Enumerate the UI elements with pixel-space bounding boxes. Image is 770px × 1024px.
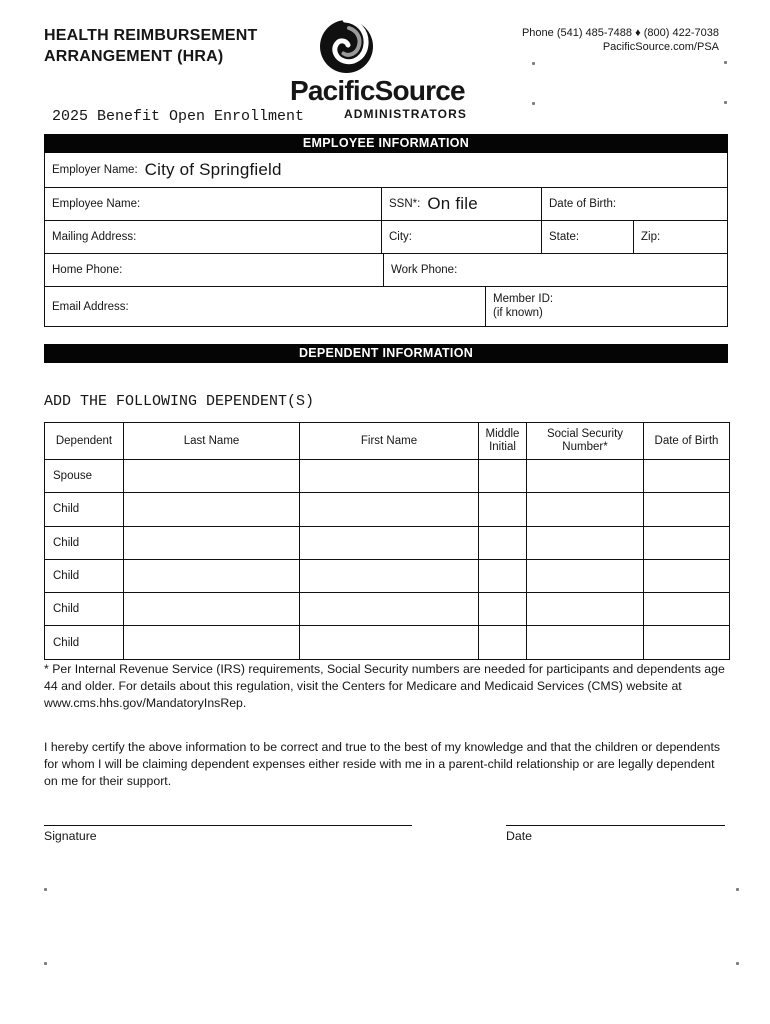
- city-label: City:: [389, 231, 412, 243]
- ssn-footnote: * Per Internal Revenue Service (IRS) requirements, Social Security numbers are needed for participants and dependents age 44 and older. For details about this regulation, visit the Centers for Medicare and Medicaid Services (CMS) website at www.cms.hhs.gov/MandatoryInsRep.: [44, 662, 725, 711]
- col-dependent: Dependent: [55, 434, 113, 447]
- first-name-cell[interactable]: [299, 493, 478, 525]
- website-url: PacificSource.com/PSA: [602, 41, 719, 53]
- ssn-cell[interactable]: [526, 493, 643, 525]
- dob-cell[interactable]: [643, 560, 729, 592]
- middle-initial-cell[interactable]: [478, 527, 526, 559]
- registration-dot: [736, 888, 739, 891]
- employee-name-field[interactable]: [45, 188, 381, 220]
- table-row-child-5: [45, 625, 729, 658]
- registration-dot: [44, 888, 47, 891]
- row-label: Child: [53, 536, 80, 549]
- dependents-table-header: [45, 423, 729, 459]
- ssn-label: SSN*:: [389, 198, 421, 210]
- employer-name-field[interactable]: [45, 153, 727, 187]
- dob-cell[interactable]: [643, 527, 729, 559]
- employer-name-label: Employer Name:: [52, 164, 138, 176]
- state-field[interactable]: [541, 221, 633, 253]
- form-title: [44, 25, 257, 67]
- registration-dot: [736, 962, 739, 965]
- first-name-cell[interactable]: [299, 460, 478, 492]
- table-row-spouse: [45, 459, 729, 492]
- employee-name-row: [45, 187, 727, 220]
- registration-dot: [724, 101, 727, 104]
- work-phone-field[interactable]: [383, 254, 727, 286]
- dob-cell[interactable]: [643, 593, 729, 625]
- ssn-cell[interactable]: [526, 460, 643, 492]
- row-label: Child: [53, 570, 80, 583]
- middle-initial-cell[interactable]: [478, 593, 526, 625]
- last-name-cell[interactable]: [123, 460, 299, 492]
- dependent-section-header: DEPENDENT INFORMATION: [44, 344, 728, 363]
- col-middle-initial: Middle Initial: [478, 423, 526, 459]
- first-name-cell[interactable]: [299, 593, 478, 625]
- last-name-cell[interactable]: [123, 593, 299, 625]
- last-name-cell[interactable]: [123, 527, 299, 559]
- ssn-cell[interactable]: [526, 626, 643, 658]
- ssn-field[interactable]: [381, 188, 541, 220]
- row-label: Child: [53, 603, 80, 616]
- member-id-label: Member ID:: [493, 293, 554, 305]
- enrollment-note: 2025 Benefit Open Enrollment: [52, 108, 305, 125]
- dob-label: Date of Birth:: [549, 198, 617, 210]
- phone-numbers: Phone (541) 485-7488 ♦ (800) 422-7038: [521, 27, 719, 39]
- ssn-value: On file: [427, 194, 478, 213]
- last-name-cell[interactable]: [123, 560, 299, 592]
- last-name-cell[interactable]: [123, 626, 299, 658]
- date-label: Date: [506, 829, 532, 843]
- row-label: Child: [53, 636, 80, 649]
- mailing-address-label: Mailing Address:: [52, 231, 137, 243]
- middle-initial-cell[interactable]: [478, 493, 526, 525]
- middle-initial-cell[interactable]: [478, 460, 526, 492]
- form-title-line1: HEALTH REIMBURSEMENT: [44, 27, 258, 44]
- email-row: [45, 286, 727, 326]
- swirl-icon: [318, 18, 375, 75]
- mailing-address-field[interactable]: [45, 221, 381, 253]
- middle-initial-cell[interactable]: [478, 626, 526, 658]
- registration-dot: [44, 962, 47, 965]
- member-id-note: (if known): [493, 307, 543, 319]
- home-phone-label: Home Phone:: [52, 264, 123, 276]
- col-ssn: Social Security Number*: [526, 423, 643, 459]
- dob-field[interactable]: [541, 188, 727, 220]
- col-dob: Date of Birth: [643, 423, 729, 459]
- registration-dot: [532, 102, 535, 105]
- form-title-line2: ARRANGEMENT (HRA): [44, 48, 224, 65]
- email-label: Email Address:: [52, 300, 129, 313]
- state-label: State:: [549, 231, 580, 243]
- col-first-name: First Name: [299, 423, 478, 459]
- phone-row: [45, 253, 727, 286]
- home-phone-field[interactable]: [45, 254, 383, 286]
- brand-subtitle: ADMINISTRATORS: [344, 107, 467, 121]
- dob-cell[interactable]: [643, 493, 729, 525]
- first-name-cell[interactable]: [299, 560, 478, 592]
- table-row-child-3: [45, 559, 729, 592]
- dob-cell[interactable]: [643, 460, 729, 492]
- registration-dot: [532, 62, 535, 65]
- add-dependents-instruction: ADD THE FOLLOWING DEPENDENT(S): [44, 393, 315, 410]
- work-phone-label: Work Phone:: [391, 264, 458, 276]
- employer-name-row: [45, 153, 727, 187]
- brand-wordmark: PacificSource: [290, 75, 465, 106]
- dob-cell[interactable]: [643, 626, 729, 658]
- last-name-cell[interactable]: [123, 493, 299, 525]
- signature-line[interactable]: [44, 825, 412, 826]
- contact-info: [522, 26, 719, 54]
- employee-section-header: EMPLOYEE INFORMATION: [44, 134, 728, 153]
- row-label: Child: [53, 503, 80, 516]
- dependents-table: [44, 422, 730, 660]
- table-row-child-1: [45, 492, 729, 525]
- zip-field[interactable]: [633, 221, 727, 253]
- employee-name-label: Employee Name:: [52, 198, 141, 210]
- email-field[interactable]: [45, 287, 485, 326]
- address-row: [45, 220, 727, 253]
- ssn-cell[interactable]: [526, 527, 643, 559]
- registration-dot: [724, 61, 727, 64]
- certification-statement: I hereby certify the above information to be correct and true to the best of my knowledge and that the children or dependents for whom I will be claiming dependent expenses either reside with me in a parent-child relationship or are legally dependent on me for their support.: [44, 740, 721, 789]
- zip-label: Zip:: [641, 231, 661, 243]
- ssn-cell[interactable]: [526, 593, 643, 625]
- ssn-cell[interactable]: [526, 560, 643, 592]
- table-row-child-2: [45, 526, 729, 559]
- row-label: Spouse: [53, 470, 93, 483]
- first-name-cell[interactable]: [299, 626, 478, 658]
- table-row-child-4: [45, 592, 729, 625]
- date-line[interactable]: [506, 825, 725, 826]
- col-last-name: Last Name: [123, 423, 299, 459]
- signature-label: Signature: [44, 829, 97, 843]
- city-field[interactable]: [381, 221, 541, 253]
- first-name-cell[interactable]: [299, 527, 478, 559]
- employer-name-value: City of Springfield: [144, 160, 282, 179]
- employee-info-table: [44, 153, 728, 327]
- member-id-field[interactable]: [485, 287, 727, 326]
- middle-initial-cell[interactable]: [478, 560, 526, 592]
